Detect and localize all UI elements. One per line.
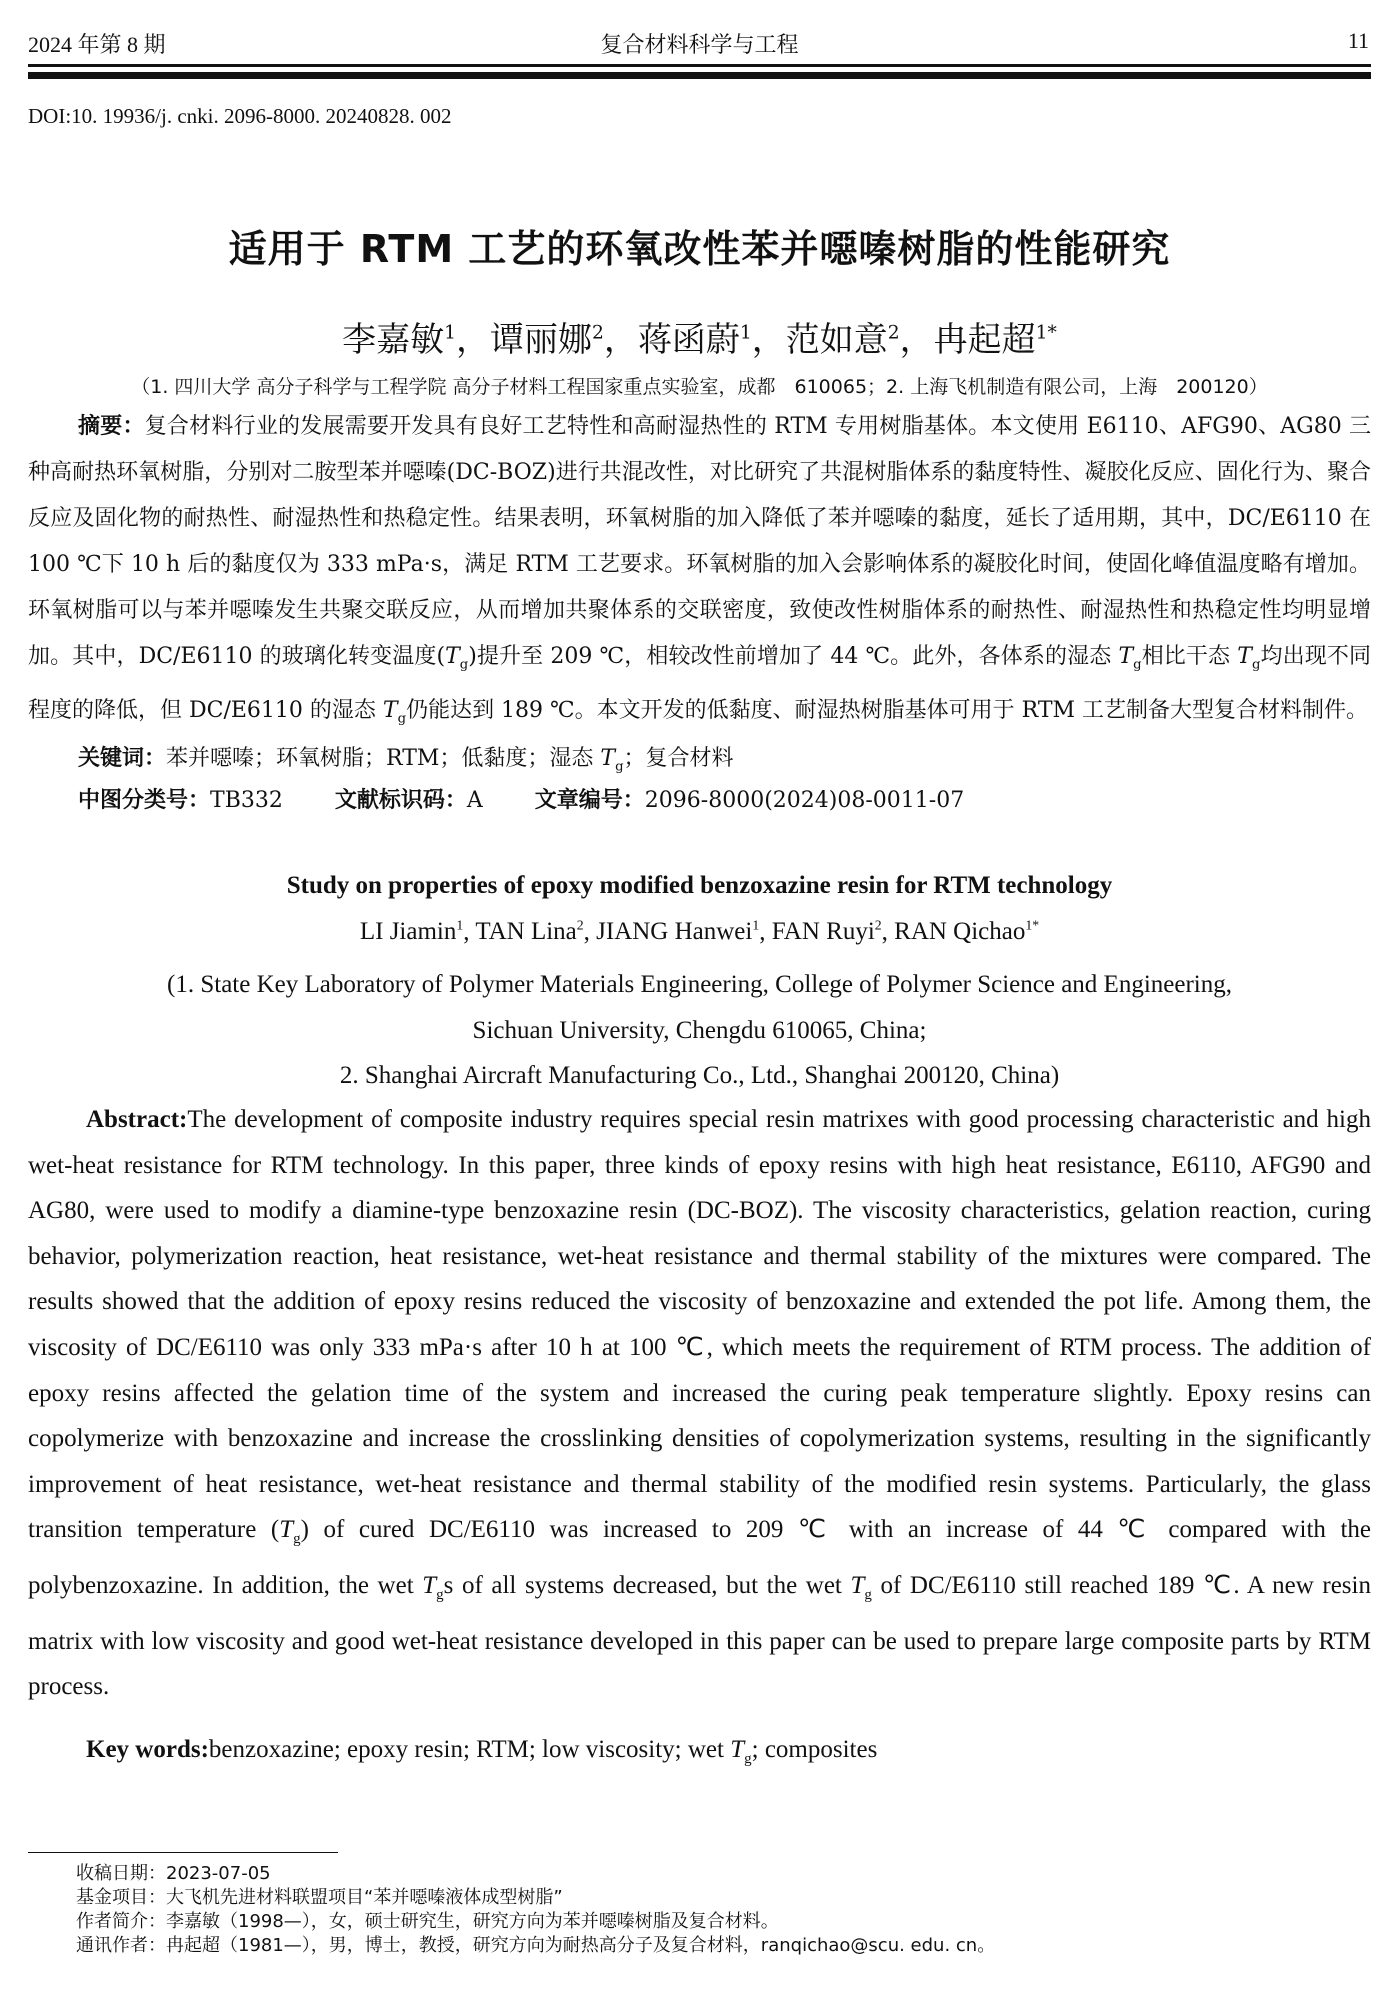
authors-cn: 李嘉敏$^1$，谭丽娜$^2$，蒋函蔚$^1$，范如意$^2$，冉起超$^{1*}$ xyxy=(342,320,1057,360)
footnote-received: 收稿日期：2023-07-05 xyxy=(76,1863,271,1884)
doc-code-label: 文献标识码： xyxy=(334,788,467,813)
abstract-en-label: Abstract: xyxy=(86,1106,188,1133)
issue-label: 2024 年第 8 期 xyxy=(28,32,166,57)
footnote-corresponding: 通讯作者：冉起超（1981—），男，博士，教授，研究方向为耐热高分子及复合材料，ranqichao@scu. edu. cn。 xyxy=(76,1935,996,1956)
author-name: RAN Qichao$^{1*}$ xyxy=(894,918,1040,946)
abstract-cn-text: 复合材料行业的发展需要开发具有良好工艺特性和高耐湿热性的 RTM 专用树脂基体。本文使用 E6110、AFG90、AG80 三种高耐热环氧树脂，分别对二胺型苯并噁嗪(DC-BOZ)进行共混改性，对比研究了共混树脂体系的黏度特性、凝胶化反应、固化行为、聚合反应及固化物的耐热性、耐湿热性和热稳定性。结果表明，环氧树脂的加入降低了苯并噁嗪的黏度，延长了适用期，其中，DC/E6110 在 100 ℃下 10 h 后的黏度仅为 333 mPa·s，满足 RTM 工艺要求。环氧树脂的加入会影响体系的凝胶化时间，使固化峰值温度略有增加。环氧树脂可以与苯并噁嗪发生共聚交联反应，从而增加共聚体系的交联密度，致使改性树脂体系的耐热性、耐湿热性和热稳定性均明显增加。其中，DC/E6110 的玻璃化转变温度$(T_g)$提升至 209 ℃，相较改性前增加了 44 ℃。此外，各体系的湿态 $T_g$相比干态 $T_g$均出现不同程度的降低，但 DC/E6110 的湿态 $T_g$仍能达到 189 ℃。本文开发的低黏度、耐湿热树脂基体可用于 RTM 工艺制备大型复合材料制件。 xyxy=(28,414,1371,727)
clc-label: 中图分类号： xyxy=(78,788,211,813)
author-name: LI Jiamin$^1$ xyxy=(359,918,464,946)
author-name: JIANG Hanwei$^1$ xyxy=(596,918,760,946)
footnote-rule xyxy=(28,1852,338,1853)
keywords-cn-text: 苯并噁嗪；环氧树脂；RTM；低黏度；湿态 $T_g$；复合材料 xyxy=(166,746,734,775)
doc-code-value: A xyxy=(466,788,483,813)
keywords-en xyxy=(86,1736,877,1768)
author-name: FAN Ruyi$^2$ xyxy=(771,918,882,946)
doi: DOI:10. 19936/j. cnki. 2096-8000. 20240828. 002 xyxy=(28,104,452,128)
footnote-funding: 基金项目：大飞机先进材料联盟项目“苯并噁嗪液体成型树脂” xyxy=(76,1887,563,1908)
author-name: TAN Lina$^2$ xyxy=(475,918,584,946)
affiliation-cn: （1. 四川大学 高分子科学与工程学院 高分子材料工程国家重点实验室，成都 610065；2. 上海飞机制造有限公司，上海 200120） xyxy=(131,376,1268,398)
classification xyxy=(78,778,1371,824)
page-number: 11 xyxy=(1347,28,1369,53)
title-en: Study on properties of epoxy modified benzoxazine resin for RTM technology xyxy=(286,872,1113,899)
tg-symbol: $T_g$ xyxy=(600,746,624,775)
tg-symbol: $T_g$ xyxy=(850,1571,872,1603)
tg-symbol: $T_g$ xyxy=(730,1736,752,1767)
tg-symbol: $T_g$ xyxy=(445,644,469,673)
tg-symbol: $T_g$ xyxy=(422,1571,444,1603)
author-name: 李嘉敏$^1$ xyxy=(342,320,456,360)
abstract-cn xyxy=(28,404,1371,743)
abstract-en-text: The development of composite industry requires special resin matrixes with good processing characteristic and high wet-heat resistance for RTM technology. In this paper, three kinds of epoxy resins with high heat resistance, E6110, AFG90 and AG80, were used to modify a diamine-type benzoxazine resin (DC-BOZ). The viscosity characteristics, gelation reaction, curing behavior, polymerization reaction, heat resistance, wet-heat resistance and thermal stability of the mixtures were compared. The results showed that the addition of epoxy resins reduced the viscosity of benzoxazine and extended the pot life. Among them, the viscosity of DC/E6110 was only 333 mPa·s after 10 h at 100 ℃, which meets the requirement of RTM process. The addition of epoxy resins affected the gelation time of the system and increased the curing peak temperature slightly. Epoxy resins can copolymerize with benzoxazine and increase the crosslinking densities of copolymerization systems, resulting in the significantly improvement of heat resistance, wet-heat resistance and thermal stability of the modified resin systems. Particularly, the glass transition temperature $(T_g)$ of cured DC/E6110 was increased to 209 ℃ with an increase of 44 ℃ compared with the polybenzoxazine. In addition, the wet $T_gs$ of all systems decreased, but the wet $T_g$ of DC/E6110 still reached 189 ℃. A new resin matrix with low viscosity and good wet-heat resistance developed in this paper can be used to prepare large composite parts by RTM process. xyxy=(28,1106,1371,1701)
tg-symbol: $T_g$ xyxy=(279,1516,301,1548)
keywords-en-label: Key words: xyxy=(86,1736,209,1763)
journal-name: 复合材料科学与工程 xyxy=(600,32,799,57)
footnote-author-bio: 作者简介：李嘉敏（1998—），女，硕士研究生，研究方向为苯并噁嗪树脂及复合材料。 xyxy=(76,1911,779,1932)
keywords-cn-label: 关键词： xyxy=(78,746,167,771)
abstract-en xyxy=(28,1097,1371,1710)
affiliation-en-line: Sichuan University, Chengdu 610065, China; xyxy=(472,1016,927,1044)
tg-symbol: $T_g$ xyxy=(382,698,407,727)
tg-symbol: $T_g$ xyxy=(1118,644,1142,673)
tg-symbol: $T_g$ xyxy=(1237,644,1261,673)
author-name: 范如意$^2$ xyxy=(785,320,900,360)
authors-en: LI Jiamin$^1$, TAN Lina$^2$, JIANG Hanwei$^1$, FAN Ruyi$^2$, RAN Qichao$^{1*}$ xyxy=(359,918,1040,946)
author-name: 谭丽娜$^2$ xyxy=(489,320,604,360)
clc-value: TB332 xyxy=(210,788,283,813)
author-name: 冉起超$^{1*}$ xyxy=(933,320,1057,360)
affiliation-en xyxy=(0,962,1399,1099)
header-rule-thin xyxy=(28,64,1371,67)
affiliation-en-line: (1. State Key Laboratory of Polymer Materials Engineering, College of Polymer Science and Engineering, xyxy=(167,971,1232,998)
affiliation-en-line: 2. Shanghai Aircraft Manufacturing Co., Ltd., Shanghai 200120, China) xyxy=(339,1062,1060,1089)
abstract-cn-label: 摘要： xyxy=(78,414,145,439)
article-number-value: 2096-8000(2024)08-0011-07 xyxy=(644,788,965,813)
header-rule-thick xyxy=(28,72,1371,79)
article-number-label: 文章编号： xyxy=(534,788,645,813)
title-cn: 适用于 RTM 工艺的环氧改性苯并噁嗪树脂的性能研究 xyxy=(228,227,1171,271)
author-name: 蒋函蔚$^1$ xyxy=(637,320,752,360)
footnotes xyxy=(76,1862,995,1958)
keywords-en-text: benzoxazine; epoxy resin; RTM; low viscosity; wet $T_g$; composites xyxy=(208,1736,878,1767)
